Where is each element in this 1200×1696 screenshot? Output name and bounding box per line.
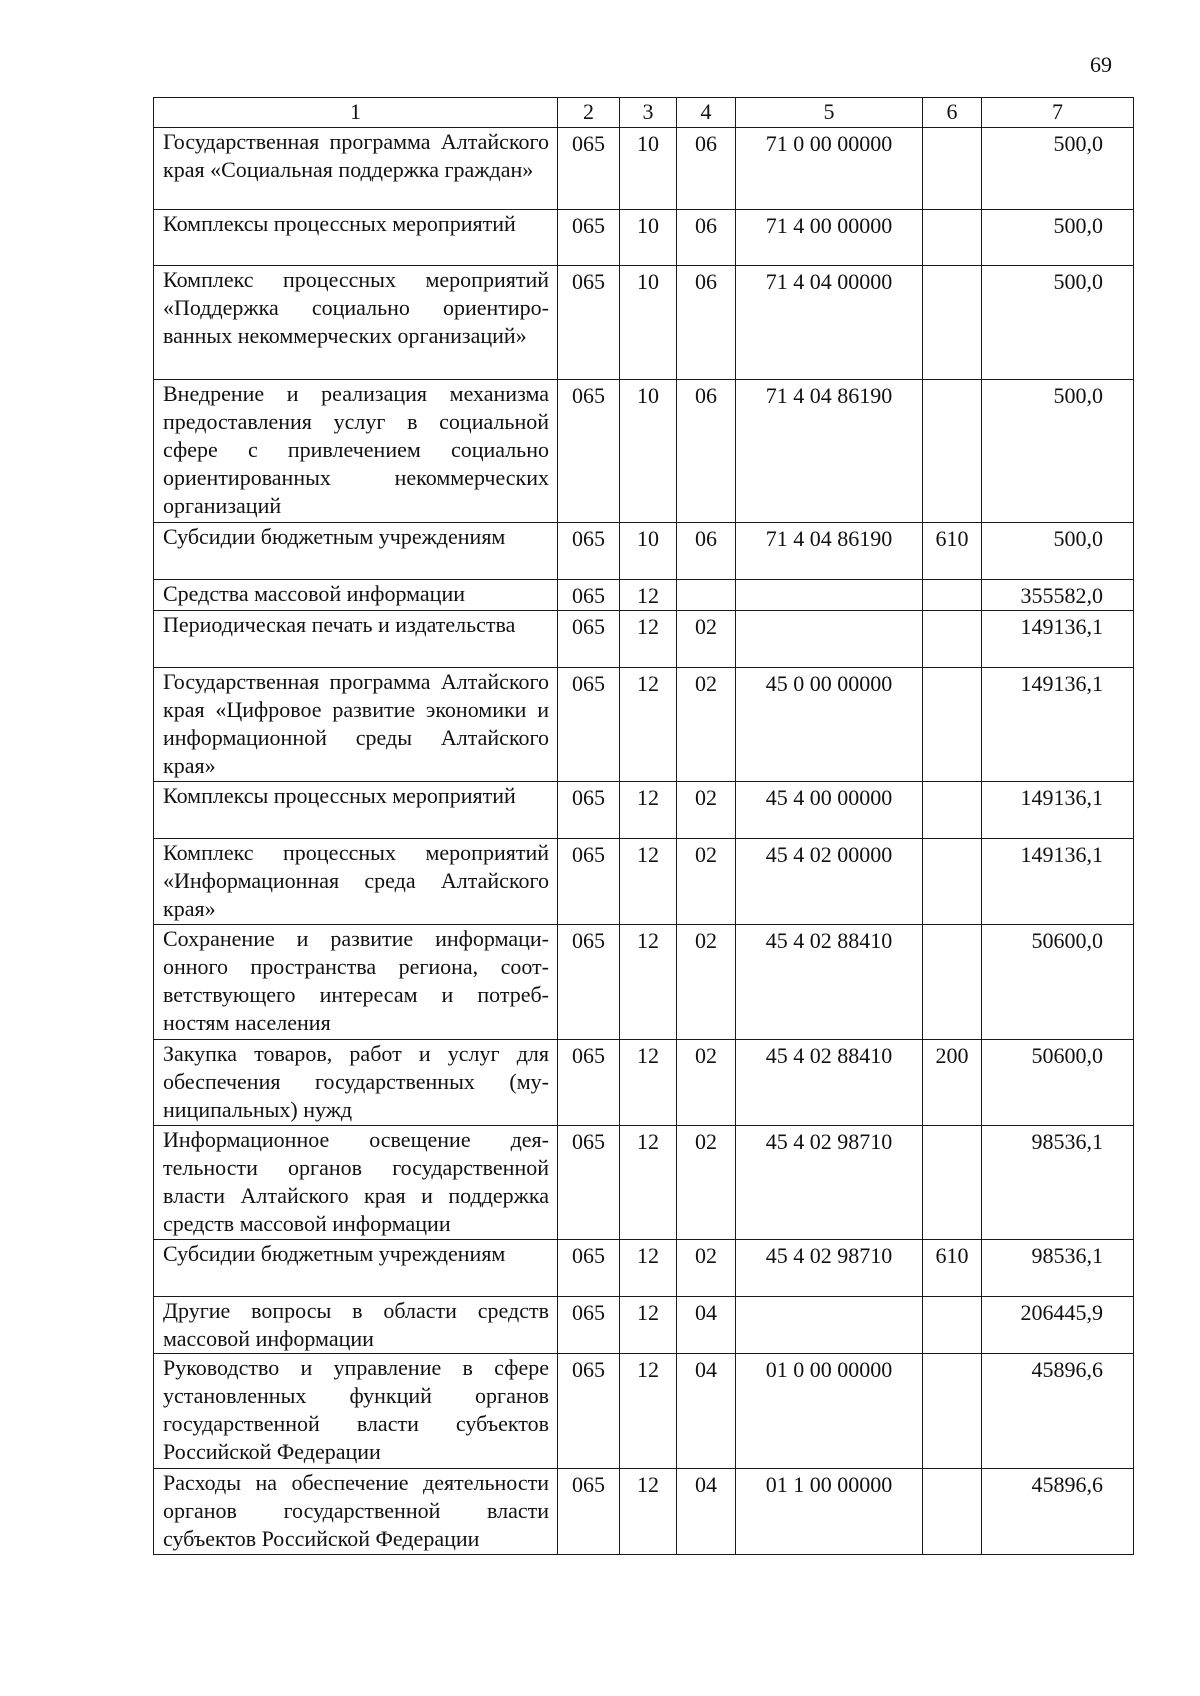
- amount: 206445,9: [982, 1297, 1134, 1354]
- column-header: 2: [558, 98, 620, 128]
- amount: 500,0: [982, 210, 1134, 266]
- table-row: [154, 128, 1134, 210]
- item-name: Периодическая печать и издательства: [154, 611, 558, 668]
- amount: 149136,1: [982, 611, 1134, 668]
- department-code: 065: [558, 1240, 620, 1297]
- expense-type-code: [923, 1469, 982, 1555]
- item-name: Информационное освещение деятельности органов государственной власти Алтайского края и поддержка средств массовой информации: [154, 1126, 558, 1240]
- expense-type-code: [923, 611, 982, 668]
- column-header: 4: [677, 98, 736, 128]
- expense-type-code: 200: [923, 1040, 982, 1126]
- table-row: [154, 782, 1134, 839]
- expense-type-code: [923, 1126, 982, 1240]
- section-code: 12: [620, 1040, 677, 1126]
- section-code: 12: [620, 611, 677, 668]
- section-code: 12: [620, 1469, 677, 1555]
- section-code: 10: [620, 523, 677, 580]
- table-body: [154, 128, 1134, 1555]
- expense-type-code: [923, 668, 982, 782]
- amount: 98536,1: [982, 1240, 1134, 1297]
- department-code: 065: [558, 782, 620, 839]
- target-item-code: 45 4 00 00000: [736, 782, 923, 839]
- item-name: Комплекс процессных мероприятий «Поддержка социально ориентированных некоммерческих организаций»: [154, 266, 558, 380]
- item-name: Государственная программа Алтайского края «Социальная поддержка граждан»: [154, 128, 558, 210]
- target-item-code: [736, 1297, 923, 1354]
- expense-type-code: [923, 266, 982, 380]
- column-header: 6: [923, 98, 982, 128]
- section-code: 12: [620, 1126, 677, 1240]
- item-name: Другие вопросы в области средств массовой информации: [154, 1297, 558, 1354]
- amount: 500,0: [982, 128, 1134, 210]
- section-code: 12: [620, 1297, 677, 1354]
- target-item-code: [736, 611, 923, 668]
- target-item-code: 71 4 04 86190: [736, 523, 923, 580]
- subsection-code: 02: [677, 1126, 736, 1240]
- item-name: Закупка товаров, работ и услуг для обеспечения государственных (муниципальных) нужд: [154, 1040, 558, 1126]
- subsection-code: 02: [677, 1240, 736, 1297]
- expense-type-code: [923, 839, 982, 925]
- department-code: 065: [558, 1040, 620, 1126]
- subsection-code: 02: [677, 611, 736, 668]
- amount: 149136,1: [982, 839, 1134, 925]
- expense-type-code: [923, 925, 982, 1040]
- column-number-row: [154, 98, 1134, 128]
- subsection-code: 02: [677, 1040, 736, 1126]
- table-row: [154, 1240, 1134, 1297]
- section-code: 10: [620, 128, 677, 210]
- section-code: 12: [620, 1354, 677, 1469]
- table-row: [154, 1040, 1134, 1126]
- table-header: [154, 98, 1134, 128]
- subsection-code: 02: [677, 839, 736, 925]
- table-row: [154, 266, 1134, 380]
- item-name: Комплексы процессных мероприятий: [154, 210, 558, 266]
- amount: 149136,1: [982, 782, 1134, 839]
- table-row: [154, 839, 1134, 925]
- item-name: Руководство и управление в сфере установленных функций органов государственной власти субъектов Российской Федерации: [154, 1354, 558, 1469]
- department-code: 065: [558, 839, 620, 925]
- subsection-code: 04: [677, 1469, 736, 1555]
- department-code: 065: [558, 128, 620, 210]
- table-row: [154, 611, 1134, 668]
- department-code: 065: [558, 1297, 620, 1354]
- subsection-code: 06: [677, 128, 736, 210]
- target-item-code: 45 4 02 88410: [736, 1040, 923, 1126]
- table-row: [154, 1126, 1134, 1240]
- table-row: [154, 925, 1134, 1040]
- target-item-code: 45 0 00 00000: [736, 668, 923, 782]
- target-item-code: 71 4 00 00000: [736, 210, 923, 266]
- target-item-code: 01 1 00 00000: [736, 1469, 923, 1555]
- section-code: 12: [620, 782, 677, 839]
- amount: 50600,0: [982, 925, 1134, 1040]
- item-name: Комплексы процессных мероприятий: [154, 782, 558, 839]
- item-name: Внедрение и реализация механизма предоставления услуг в социальной сфере с привлечением социально ориентированных некоммерческих организаций: [154, 380, 558, 523]
- department-code: 065: [558, 380, 620, 523]
- item-name: Субсидии бюджетным учреждениям: [154, 523, 558, 580]
- section-code: 12: [620, 668, 677, 782]
- amount: 149136,1: [982, 668, 1134, 782]
- target-item-code: 71 4 04 86190: [736, 380, 923, 523]
- department-code: 065: [558, 668, 620, 782]
- amount: 500,0: [982, 380, 1134, 523]
- department-code: 065: [558, 1354, 620, 1469]
- item-name: Субсидии бюджетным учреждениям: [154, 1240, 558, 1297]
- target-item-code: 45 4 02 88410: [736, 925, 923, 1040]
- expense-type-code: 610: [923, 523, 982, 580]
- subsection-code: 06: [677, 266, 736, 380]
- amount: 45896,6: [982, 1354, 1134, 1469]
- item-name: Комплекс процессных мероприятий «Информационная среда Алтайского края»: [154, 839, 558, 925]
- item-name: Средства массовой информации: [154, 580, 558, 611]
- amount: 355582,0: [982, 580, 1134, 611]
- department-code: 065: [558, 210, 620, 266]
- column-header: 7: [982, 98, 1134, 128]
- department-code: 065: [558, 523, 620, 580]
- page-number: 69: [1090, 52, 1112, 77]
- section-code: 12: [620, 1240, 677, 1297]
- item-name: Расходы на обеспечение деятельности органов государственной власти субъектов Российской Федерации: [154, 1469, 558, 1555]
- amount: 98536,1: [982, 1126, 1134, 1240]
- target-item-code: 01 0 00 00000: [736, 1354, 923, 1469]
- target-item-code: 45 4 02 98710: [736, 1240, 923, 1297]
- amount: 500,0: [982, 523, 1134, 580]
- column-header: 5: [736, 98, 923, 128]
- section-code: 12: [620, 925, 677, 1040]
- table-row: [154, 668, 1134, 782]
- expense-type-code: [923, 580, 982, 611]
- expense-type-code: [923, 1297, 982, 1354]
- target-item-code: 45 4 02 00000: [736, 839, 923, 925]
- target-item-code: 71 0 00 00000: [736, 128, 923, 210]
- column-header: 1: [154, 98, 558, 128]
- expense-type-code: [923, 1354, 982, 1469]
- department-code: 065: [558, 266, 620, 380]
- amount: 45896,6: [982, 1469, 1134, 1555]
- subsection-code: 02: [677, 925, 736, 1040]
- table-row: [154, 380, 1134, 523]
- subsection-code: [677, 580, 736, 611]
- section-code: 10: [620, 266, 677, 380]
- subsection-code: 04: [677, 1354, 736, 1469]
- table-row: [154, 1297, 1134, 1354]
- subsection-code: 04: [677, 1297, 736, 1354]
- table-row: [154, 1354, 1134, 1469]
- target-item-code: 45 4 02 98710: [736, 1126, 923, 1240]
- target-item-code: 71 4 04 00000: [736, 266, 923, 380]
- section-code: 12: [620, 580, 677, 611]
- table-row: [154, 523, 1134, 580]
- table-row: [154, 1469, 1134, 1555]
- item-name: Сохранение и развитие информационного пространства региона, соответствующего интересам и потребностям населения: [154, 925, 558, 1040]
- subsection-code: 06: [677, 210, 736, 266]
- subsection-code: 06: [677, 380, 736, 523]
- department-code: 065: [558, 611, 620, 668]
- section-code: 10: [620, 210, 677, 266]
- expense-type-code: [923, 128, 982, 210]
- section-code: 10: [620, 380, 677, 523]
- department-code: 065: [558, 1469, 620, 1555]
- expense-type-code: 610: [923, 1240, 982, 1297]
- item-name: Государственная программа Алтайского края «Цифровое развитие экономики и информационной среды Алтайского края»: [154, 668, 558, 782]
- expense-type-code: [923, 210, 982, 266]
- section-code: 12: [620, 839, 677, 925]
- amount: 50600,0: [982, 1040, 1134, 1126]
- subsection-code: 06: [677, 523, 736, 580]
- department-code: 065: [558, 1126, 620, 1240]
- table-row: [154, 580, 1134, 611]
- subsection-code: 02: [677, 668, 736, 782]
- expense-type-code: [923, 782, 982, 839]
- amount: 500,0: [982, 266, 1134, 380]
- table-row: [154, 210, 1134, 266]
- subsection-code: 02: [677, 782, 736, 839]
- column-header: 3: [620, 98, 677, 128]
- expense-type-code: [923, 380, 982, 523]
- department-code: 065: [558, 580, 620, 611]
- budget-table: [153, 97, 1134, 1555]
- department-code: 065: [558, 925, 620, 1040]
- target-item-code: [736, 580, 923, 611]
